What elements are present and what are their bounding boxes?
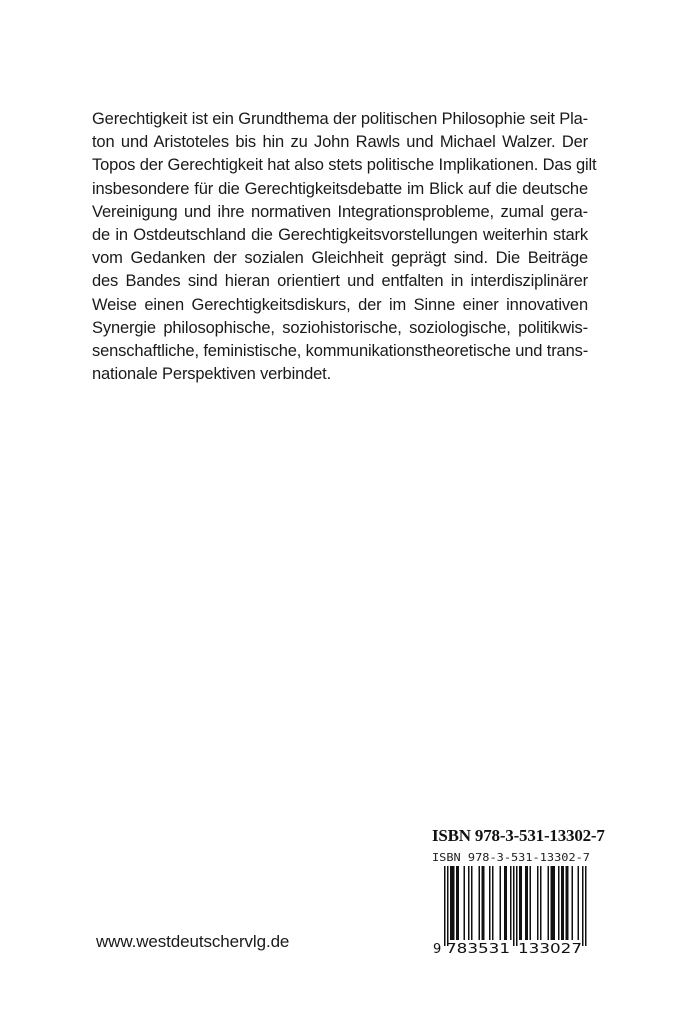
barcode-bar	[504, 866, 506, 940]
barcode-bar	[572, 866, 574, 940]
back-cover-blurb	[92, 108, 597, 386]
barcode-bar	[527, 866, 529, 940]
isbn-label: ISBN 978-3-531-13302-7	[432, 826, 605, 845]
barcode-bar	[537, 866, 539, 940]
blurb-line: vom Gedanken der sozialen Gleichheit geprägt sind. Die Beiträge	[92, 249, 588, 268]
barcode-bar	[578, 866, 580, 940]
barcode-bar	[530, 866, 532, 940]
barcode-bar	[482, 866, 484, 940]
barcode-digit-first: 9	[433, 942, 442, 956]
barcode-bar	[551, 866, 553, 940]
barcode-bar	[563, 866, 565, 940]
blurb-line: ton und Aristoteles bis hin zu John Rawls und Michael Walzer. Der	[92, 133, 588, 152]
barcode-bar	[444, 866, 446, 946]
barcode-bar	[468, 866, 470, 940]
blurb-line: Topos der Gerechtigkeit hat also stets politische Implikationen. Das gilt	[92, 156, 597, 175]
barcode-bar	[525, 866, 527, 940]
blurb-line: des Bandes sind hieran orientiert und entfalten in interdisziplinärer	[92, 272, 588, 291]
barcode-bar	[500, 866, 502, 940]
barcode-bar	[510, 866, 512, 940]
barcode-digits-right: 133027	[518, 942, 582, 956]
barcode-bar	[554, 866, 556, 940]
barcode-bar	[585, 866, 587, 946]
barcode-bar	[456, 866, 458, 940]
barcode-bar	[519, 866, 521, 940]
barcode-bar	[516, 866, 518, 946]
blurb-line: Gerechtigkeit ist ein Grundthema der politischen Philosophie seit Pla-	[92, 110, 588, 128]
blurb-line: de in Ostdeutschland die Gerechtigkeitsvorstellungen weiterhin stark	[92, 225, 588, 244]
barcode-bar	[447, 866, 449, 946]
barcode-bar	[506, 866, 508, 940]
barcode-bar	[471, 866, 473, 940]
barcode-top-text: ISBN 978-3-531-13302-7	[432, 851, 590, 864]
barcode-bar	[548, 866, 550, 940]
barcode-bar	[492, 866, 494, 940]
barcode-bar	[479, 866, 481, 940]
blurb-line: Weise einen Gerechtigkeitsdiskurs, der im Sinne einer innovativen	[92, 295, 588, 314]
barcode-bar	[566, 866, 568, 940]
barcode-bar	[558, 866, 560, 940]
barcode-bar	[513, 866, 515, 946]
publisher-website: www.westdeutschervlg.de	[96, 932, 290, 951]
isbn-barcode	[432, 850, 592, 956]
barcode-bar	[567, 866, 569, 940]
blurb-line: Synergie philosophische, soziohistorische, soziologische, politikwis-	[92, 318, 588, 337]
barcode-bar	[489, 866, 491, 940]
barcode-bar	[552, 866, 554, 940]
barcode-bars	[444, 866, 587, 946]
barcode-bar	[540, 866, 542, 940]
barcode-bar	[561, 866, 563, 940]
barcode-bar	[450, 866, 452, 940]
blurb-line: Vereinigung und ihre normativen Integrationsprobleme, zumal gera-	[92, 202, 588, 221]
barcode-bar	[582, 866, 584, 946]
blurb-line: nationale Perspektiven verbindet.	[92, 365, 332, 384]
barcode-digits-left: 783531	[446, 942, 510, 956]
blurb-line: senschaftliche, feministische, kommunikationstheoretische und trans-	[92, 341, 589, 360]
barcode-bar	[483, 866, 485, 940]
barcode-bar	[452, 866, 454, 940]
barcode-bar	[464, 866, 466, 940]
blurb-line: insbesondere für die Gerechtigkeitsdebatte im Blick auf die deutsche	[92, 179, 588, 198]
barcode-bar	[453, 866, 455, 940]
barcode-bar	[458, 866, 460, 940]
barcode-bar	[521, 866, 523, 940]
